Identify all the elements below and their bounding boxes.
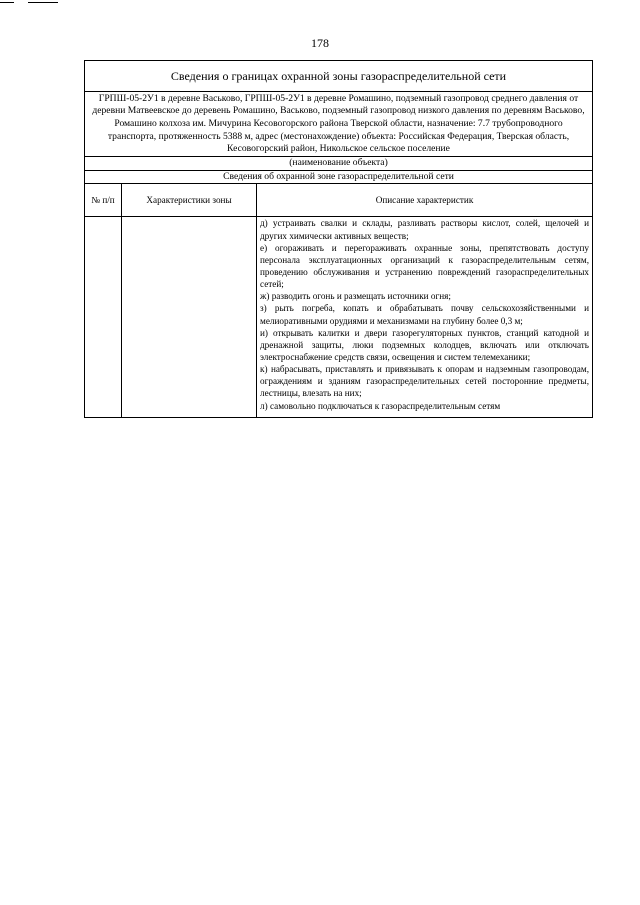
title-row: [85, 61, 593, 92]
table-header-row: [85, 184, 593, 217]
header-number: № п/п: [85, 184, 122, 217]
row-characteristics-cell: [122, 217, 257, 418]
page-number: 178: [311, 36, 329, 50]
row-number-cell: [85, 217, 122, 418]
scan-mark-line: [0, 2, 14, 3]
document-title: Сведения о границах охранной зоны газораспределительной сети: [85, 61, 593, 92]
object-caption: (наименование объекта): [85, 157, 593, 171]
description-item: д) устраивать свалки и склады, разливать растворы кислот, солей, щелочей и других химически активных веществ;: [260, 218, 589, 241]
description-item: л) самовольно подключаться к газораспределительным сетям: [260, 400, 501, 411]
section-title-row: [85, 170, 593, 184]
scan-corner-mark: [0, 0, 60, 6]
object-caption-row: [85, 157, 593, 171]
row-description-cell: [257, 217, 593, 418]
object-description: ГРПШ-05-2У1 в деревне Васьково, ГРПШ-05-2У1 в деревне Ромашино, подземный газопровод среднего давления от деревни Матвеевское до деревень Ромашино, Васьково, подземный газопровод низкого давления по деревням Васьково, Ромашино колхоза им. Мичурина Кесовогорского района Тверской области, назначение: 7.7 трубопроводного транспорта, протяженность 5388 м, адрес (местонахождение) объекта: Российская Федерация, Тверская область, Кесовогорский район, Никольское сельское поселение: [85, 91, 593, 156]
description-item: и) открывать калитки и двери газорегуляторных пунктов, станций катодной и дренажной защиты, люки подземных колодцев, включать или отключать электроснабжение средств связи, освещения и систем телемеханики;: [260, 327, 589, 362]
object-row: [85, 91, 593, 156]
description-item: ж) разводить огонь и размещать источники огня;: [260, 291, 451, 302]
description-item: к) набрасывать, приставлять и привязывать к опорам и надземным газопроводам, ограждениям и зданиям газораспределительных сетей посторонние предметы, лестницы, влезать на них;: [260, 364, 589, 399]
protection-zone-table: [84, 60, 593, 418]
scan-mark-line: [28, 2, 58, 3]
table-row: [85, 217, 593, 418]
description-item: е) огораживать и перегораживать охранные зоны, препятствовать доступу персонала эксплуатационных организаций к газораспределительным сетям, проведению обслуживания и устранению повреждений газораспределительных сетей;: [260, 242, 589, 290]
header-description: Описание характеристик: [257, 184, 593, 217]
section-title: Сведения об охранной зоне газораспределительной сети: [85, 170, 593, 184]
description-item: з) рыть погреба, копать и обрабатывать почву сельскохозяйственными и мелиоративными орудиями и механизмами на глубину более 0,3 м;: [260, 303, 589, 326]
header-characteristics: Характеристики зоны: [122, 184, 257, 217]
